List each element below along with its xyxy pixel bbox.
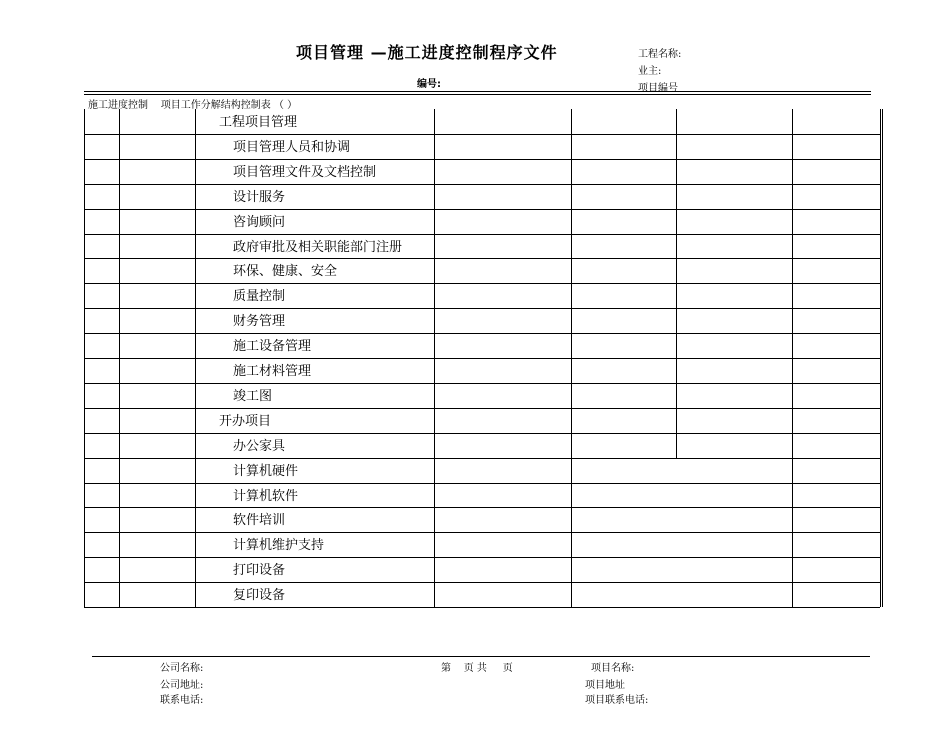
company-address-label: 公司地址: [160,680,204,691]
header-divider [84,91,871,92]
table-row-line [84,134,880,135]
table-row-line [84,184,880,185]
wbs-item-cell: 计算机维护支持 [233,538,325,554]
wbs-item-cell: 软件培训 [233,513,286,529]
table-row-line [84,433,880,434]
wbs-item-cell: 施工材料管理 [233,364,312,379]
table-row-line [84,308,880,309]
wbs-item-cell: 咨询顾问 [233,214,286,230]
table-row-line [84,258,880,259]
company-name-label: 公司名称: [160,663,204,674]
section-label: 施工进度控制 [88,100,148,111]
table-row-line [84,234,880,235]
wbs-table [84,109,882,607]
wbs-category-cell: 工程项目管理 [219,115,298,130]
wbs-category-cell: 开办项目 [219,413,272,429]
table-row-line [84,358,880,359]
table-row-line [84,209,880,210]
project-number-label: 项目编号 [638,83,678,94]
footer-project-phone-label: 项目联系电话: [585,695,649,706]
contact-phone-label: 联系电话: [160,695,204,706]
footer-project-address-label: 项目地址 [585,680,625,691]
wbs-item-cell: 质量控制 [233,289,286,305]
table-row-line [84,483,880,484]
wbs-item-cell: 项目管理文件及文档控制 [233,164,377,180]
table-row-line [84,607,880,608]
table-row-line [84,507,880,508]
serial-number-label: 编号: [417,79,441,90]
wbs-item-cell: 项目管理人员和协调 [233,139,351,155]
table-column-line [880,109,881,607]
table-row-line [84,159,880,160]
table-column-line [882,109,883,607]
footer-divider [92,656,870,657]
wbs-item-cell: 施工设备管理 [233,339,312,355]
table-row-line [84,408,880,409]
owner-label: 业主: [638,66,662,77]
table-row-line [84,532,880,533]
table-row-line [84,557,880,558]
document-title: 项目管理 —施工进度控制程序文件 [296,43,558,62]
wbs-item-cell: 复印设备 [233,588,286,604]
wbs-item-cell: 竣工图 [233,388,273,404]
wbs-item-cell: 计算机硬件 [233,463,299,479]
header-divider-thick [84,94,871,95]
wbs-item-cell: 政府审批及相关职能部门注册 [233,239,403,255]
wbs-item-cell: 办公家具 [233,438,286,454]
table-row-line [84,283,880,284]
wbs-item-cell: 环保、健康、安全 [233,264,338,280]
wbs-item-cell: 打印设备 [233,563,286,579]
page-number: 第 页 共 页 [441,663,513,674]
wbs-item-cell: 设计服务 [233,189,286,205]
table-title: 项目工作分解结构控制表 （ ） [160,100,298,111]
table-row-line [84,333,880,334]
wbs-item-cell: 计算机软件 [233,488,299,504]
table-row-line [84,458,880,459]
table-row-line [84,582,880,583]
project-name-label: 工程名称: [638,49,682,60]
table-row-line [84,383,880,384]
footer-project-name-label: 项目名称: [591,663,635,674]
wbs-item-cell: 财务管理 [233,314,286,330]
